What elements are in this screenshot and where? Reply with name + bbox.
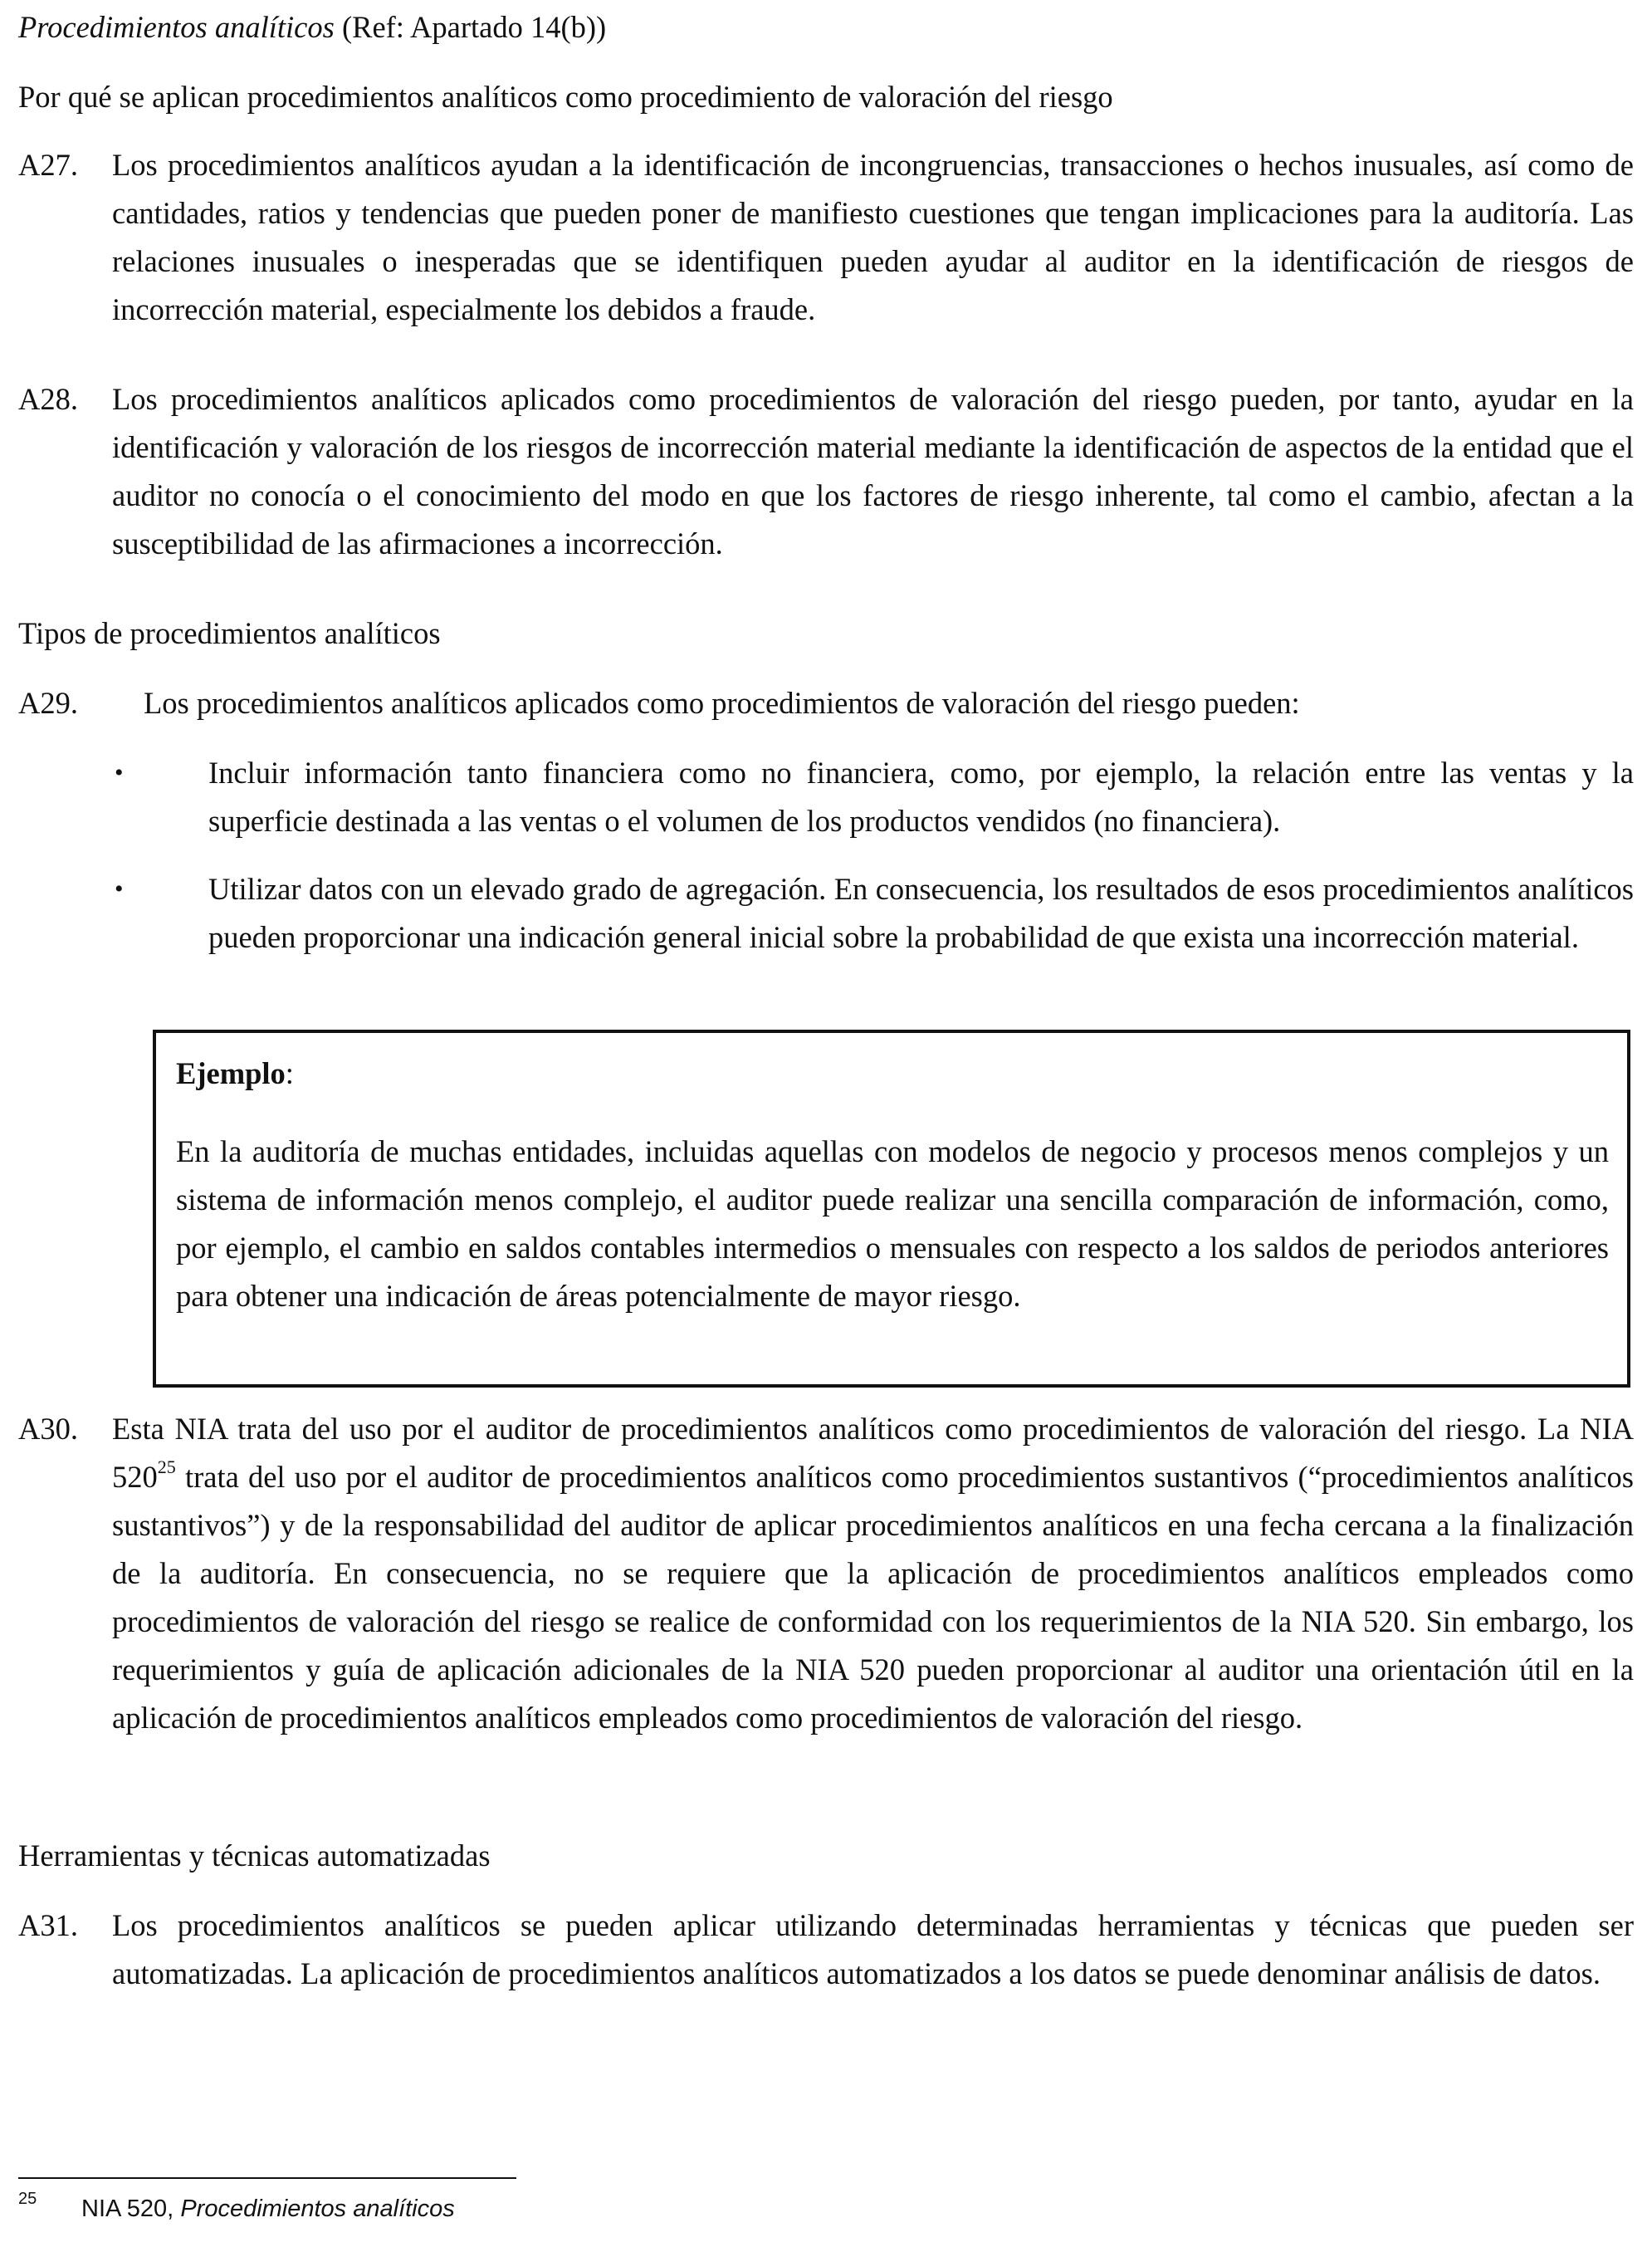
paragraph-a28	[18, 375, 1634, 568]
footnote-title: Procedimientos analíticos	[180, 2196, 455, 2222]
paragraph-a31	[18, 1902, 1634, 1998]
footnote-number: 25	[18, 2190, 37, 2208]
paragraph-a27	[18, 141, 1634, 334]
paragraph-number: A29.	[18, 686, 78, 720]
example-title	[176, 1050, 294, 1098]
section-heading-italic: Procedimientos analíticos	[18, 10, 335, 44]
footnote-text	[81, 2192, 848, 2225]
footnote-prefix: NIA 520,	[81, 2196, 181, 2222]
paragraph-text-part: trata del uso por el auditor de procedimientos analíticos como procedimientos sustantivos (“procedimientos analíticos sustantivos”) y de la responsabilidad del auditor de aplicar procedimientos analíticos en una fecha cercana a la finalización de la auditoría. En consecuencia, no se requiere que la aplicación de procedimientos analíticos empleados como procedimientos de valoración del riesgo se realice de conformidad con los requerimientos de la NIA 520. Sin embargo, los requerimientos y guía de aplicación adicionales de la NIA 520 pueden proporcionar al auditor una orientación útil en la aplicación de procedimientos analíticos empleados como procedimientos de valoración del riesgo.	[112, 1460, 1634, 1735]
footnote-divider	[18, 2177, 516, 2179]
bullet-icon: •	[115, 875, 124, 903]
bullet-item	[18, 865, 1634, 962]
footnote	[18, 2192, 848, 2225]
paragraph-text: Los procedimientos analíticos aplicados como procedimientos de valoración del riesgo pueden, por tanto, ayudar en la identificación y valoración de los riesgos de incorrección material mediante la identificación de aspectos de la entidad que el auditor no conocía o el conocimiento del modo en que los factores de riesgo inherente, tal como el cambio, afectan a la susceptibilidad de las afirmaciones a incorrección.	[112, 382, 1634, 561]
section-heading-ref: (Ref: Apartado 14(b))	[334, 10, 607, 44]
paragraph-text: Los procedimientos analíticos se pueden aplicar utilizando determinadas herramientas y técnicas que pueden ser automatizadas. La aplicación de procedimientos analíticos automatizados a los datos se puede denominar análisis de datos.	[112, 1908, 1634, 1990]
example-title-bold: Ejemplo	[176, 1056, 286, 1090]
subheading-tools: Herramientas y técnicas automatizadas	[18, 1838, 491, 1872]
subheading-types: Tipos de procedimientos analíticos	[18, 616, 441, 650]
section-heading	[18, 3, 606, 51]
paragraph-a29	[18, 679, 1634, 727]
example-text: En la auditoría de muchas entidades, incluidas aquellas con modelos de negocio y procesos menos complejos y un sistema de información menos complejo, el auditor puede realizar una sencilla comparación de información, como, por ejemplo, el cambio en saldos contables intermedios o mensuales con respecto a los saldos de periodos anteriores para obtener una indicación de áreas potencialmente de mayor riesgo.	[176, 1134, 1609, 1313]
footnote-reference[interactable]: 25	[157, 1456, 176, 1477]
paragraph-number: A31.	[18, 1908, 78, 1942]
bullet-icon: •	[115, 759, 124, 786]
bullet-text: Incluir información tanto financiera como no financiera, como, por ejemplo, la relación entre las ventas y la superficie destinada a las ventas o el volumen de los productos vendidos (no financiera).	[208, 756, 1634, 838]
paragraph-text-part: Esta NIA trata del uso por el auditor de procedimientos analíticos como procedimientos de valoración del riesgo. La NIA 520	[112, 1412, 1634, 1494]
example-box	[153, 1030, 1630, 1388]
paragraph-text: Los procedimientos analíticos aplicados como procedimientos de valoración del riesgo pueden:	[144, 686, 1300, 720]
paragraph-a30	[18, 1405, 1634, 1742]
bullet-item	[18, 749, 1634, 845]
paragraph-number: A30.	[18, 1412, 78, 1446]
paragraph-number: A28.	[18, 382, 78, 416]
subheading-why: Por qué se aplican procedimientos analíticos como procedimiento de valoración del riesgo	[18, 80, 1113, 114]
paragraph-number: A27.	[18, 148, 78, 182]
paragraph-text: Los procedimientos analíticos ayudan a la identificación de incongruencias, transacciones o hechos inusuales, así como de cantidades, ratios y tendencias que pueden poner de manifiesto cuestiones que tengan implicaciones para la auditoría. Las relaciones inusuales o inesperadas que se identifiquen pueden ayudar al auditor en la identificación de riesgos de incorrección material, especialmente los debidos a fraude.	[112, 148, 1634, 326]
paragraph-text	[112, 1405, 1634, 1742]
bullet-text: Utilizar datos con un elevado grado de agregación. En consecuencia, los resultados de esos procedimientos analíticos pueden proporcionar una indicación general inicial sobre la probabilidad de que exista una incorrección material.	[208, 872, 1634, 954]
example-title-suffix: :	[285, 1056, 294, 1090]
